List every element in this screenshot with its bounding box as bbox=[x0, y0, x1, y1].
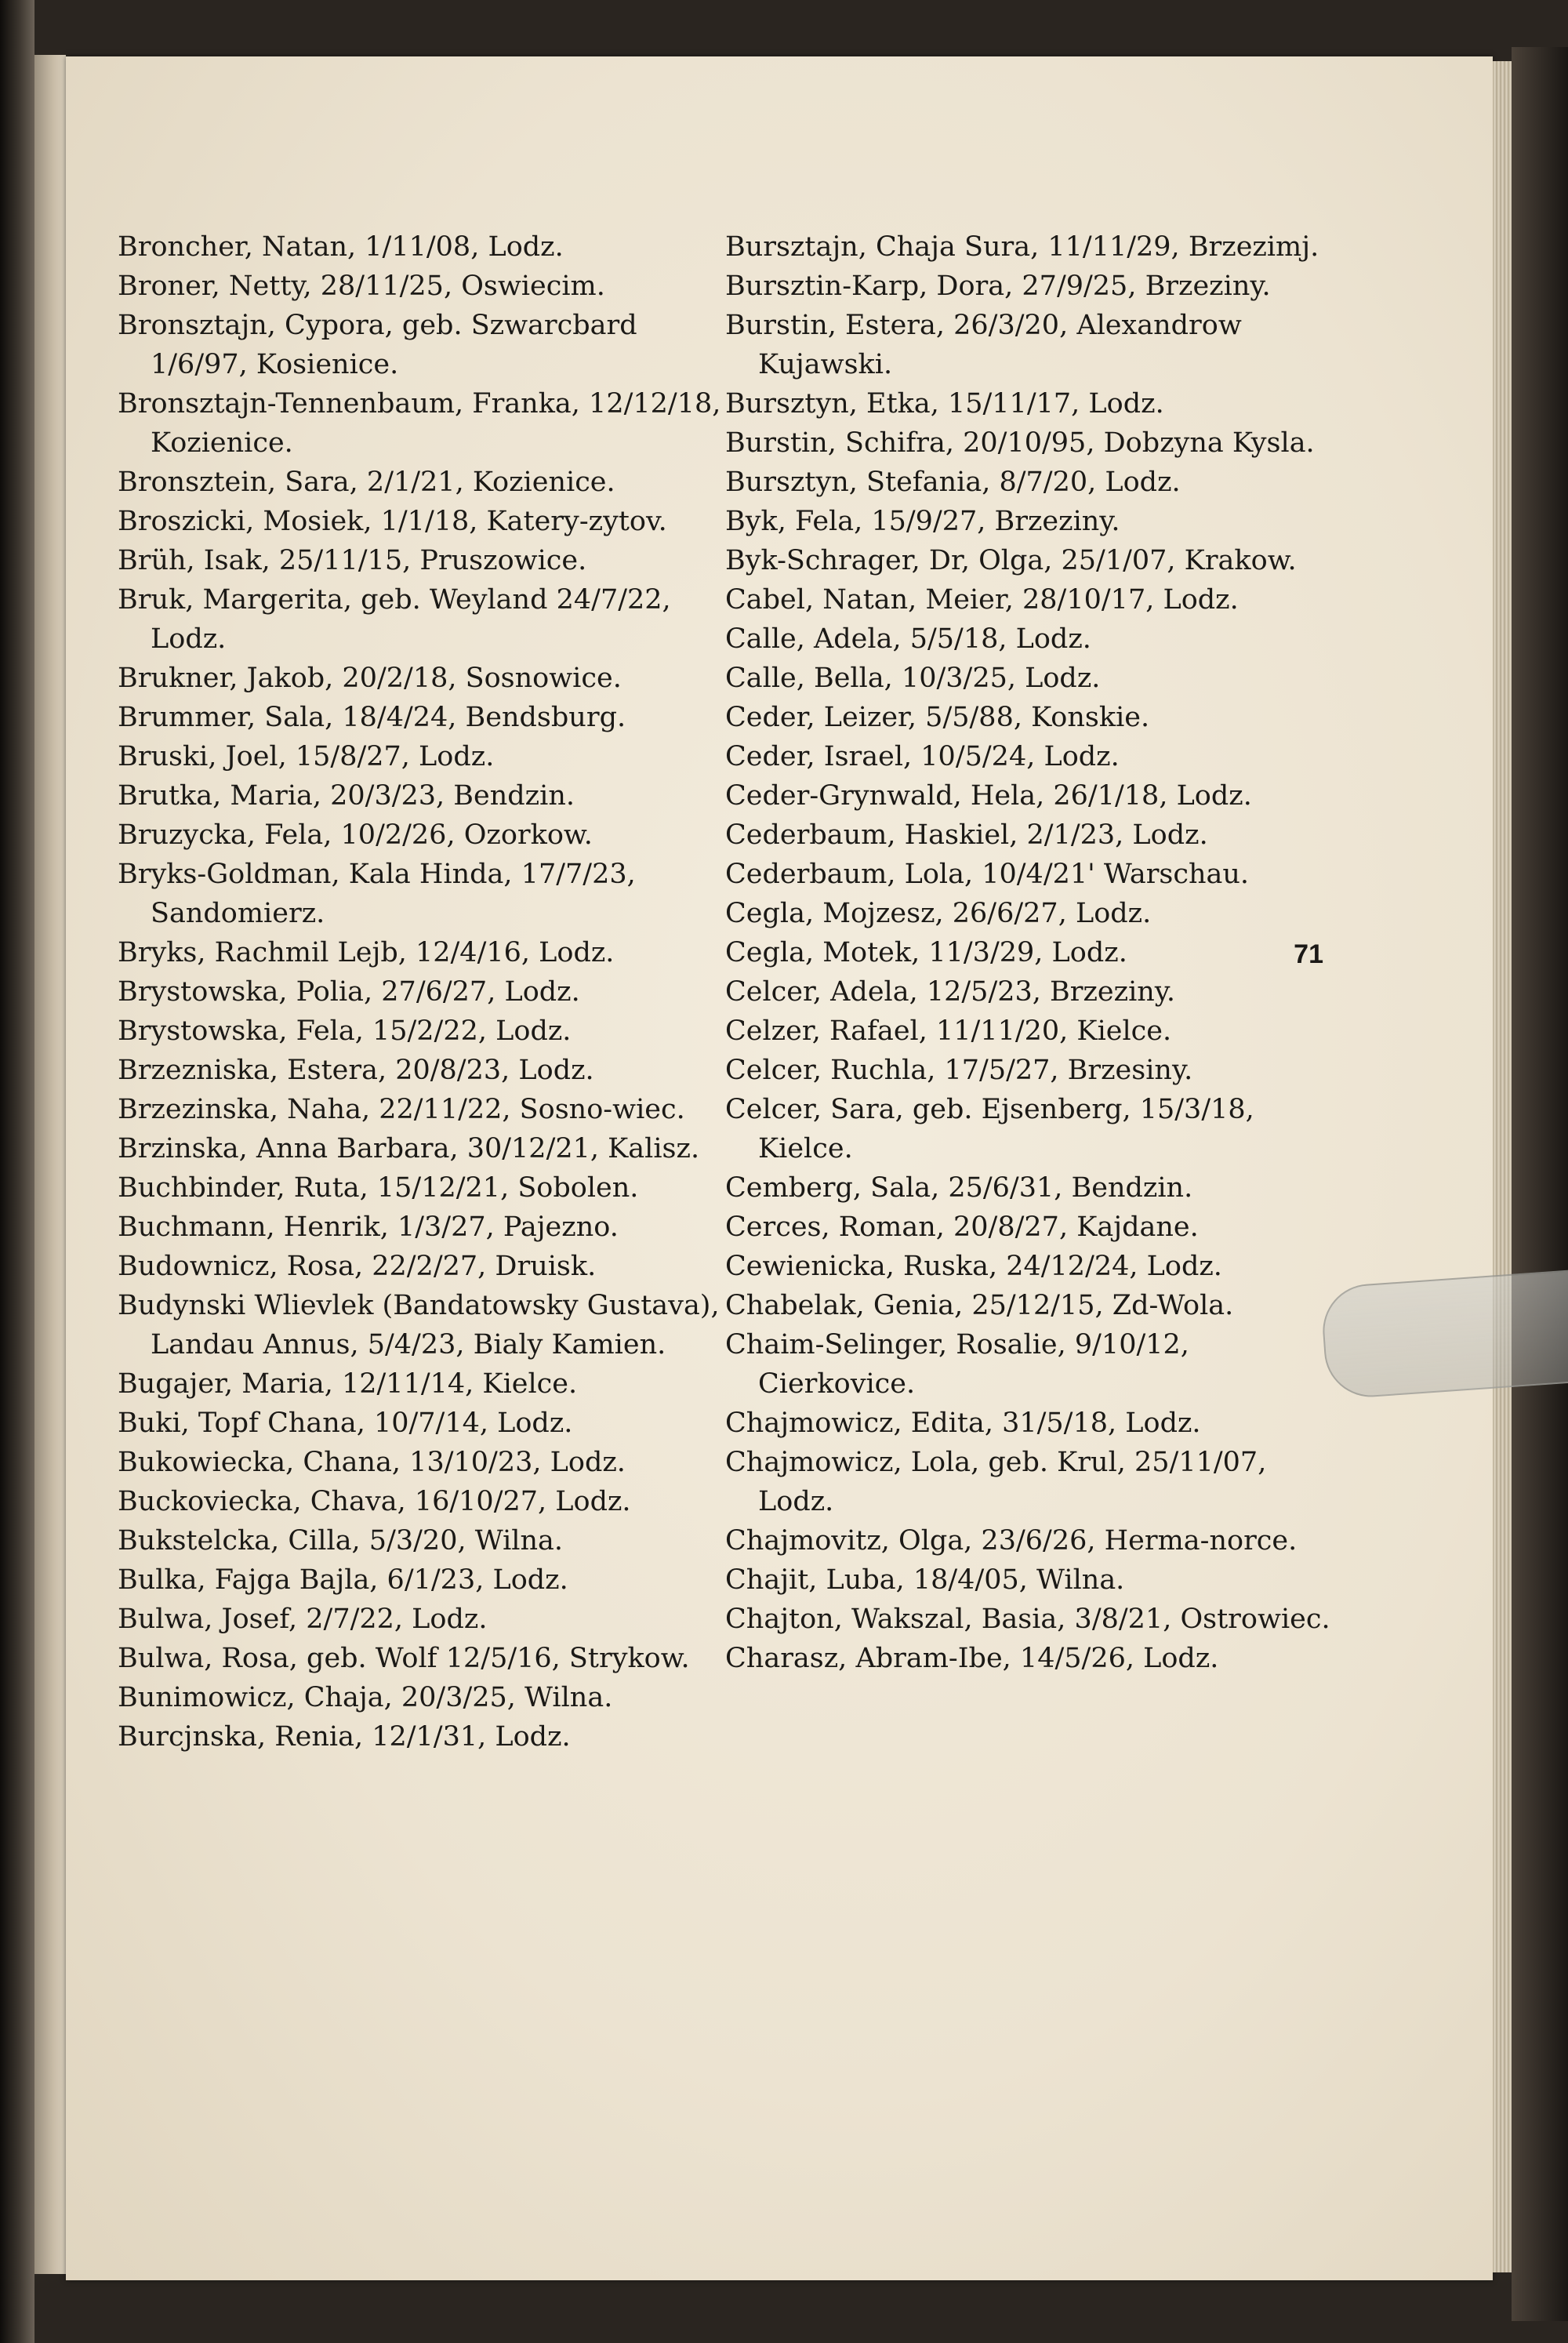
name-entry: Broner, Netty, 28/11/25, Oswiecim. bbox=[118, 271, 605, 302]
name-entry: Burcjnska, Renia, 12/1/31, Lodz. bbox=[118, 1721, 571, 1753]
name-entry: Bulwa, Rosa, geb. Wolf 12/5/16, Strykow. bbox=[118, 1643, 690, 1674]
name-entry: Bronsztajn, Cypora, geb. Szwarcbard 1/6/97, Kosienice. bbox=[118, 310, 637, 380]
book-spine bbox=[0, 0, 34, 2343]
name-entry: Bronsztein, Sara, 2/1/21, Kozienice. bbox=[118, 467, 615, 498]
name-entry: Cederbaum, Haskiel, 2/1/23, Lodz. bbox=[725, 819, 1208, 851]
name-entry: Ceder, Israel, 10/5/24, Lodz. bbox=[725, 741, 1120, 772]
book-cover-edge bbox=[1512, 47, 1568, 2321]
name-entry: Chajmovitz, Olga, 23/6/26, Herma-norce. bbox=[725, 1525, 1298, 1557]
name-entry: Burstin, Schifra, 20/10/95, Dobzyna Kysla. bbox=[725, 427, 1315, 459]
name-entry: Calle, Adela, 5/5/18, Lodz. bbox=[725, 623, 1091, 655]
name-entry: Celcer, Adela, 12/5/23, Brzeziny. bbox=[725, 976, 1176, 1008]
name-entry: Buki, Topf Chana, 10/7/14, Lodz. bbox=[118, 1408, 573, 1439]
name-entry: Charasz, Abram-Ibe, 14/5/26, Lodz. bbox=[725, 1643, 1219, 1674]
name-entry: Brutka, Maria, 20/3/23, Bendzin. bbox=[118, 780, 575, 812]
name-entry: Bruski, Joel, 15/8/27, Lodz. bbox=[118, 741, 495, 772]
name-entry: Celzer, Rafael, 11/11/20, Kielce. bbox=[725, 1015, 1172, 1047]
name-entry: Bursztin-Karp, Dora, 27/9/25, Brzeziny. bbox=[725, 271, 1271, 302]
name-entry: Buchmann, Henrik, 1/3/27, Pajezno. bbox=[118, 1211, 619, 1243]
name-entry: Chajmowicz, Edita, 31/5/18, Lodz. bbox=[725, 1408, 1201, 1439]
page-number: 71 bbox=[1294, 939, 1323, 969]
name-entry: Bukstelcka, Cilla, 5/3/20, Wilna. bbox=[118, 1525, 563, 1557]
name-entry: Chabelak, Genia, 25/12/15, Zd-Wola. bbox=[725, 1290, 1234, 1321]
name-entry: Brzezinska, Naha, 22/11/22, Sosno-wiec. bbox=[118, 1094, 685, 1125]
name-entry: Brukner, Jakob, 20/2/18, Sosnowice. bbox=[118, 663, 622, 694]
name-entry: Broszicki, Mosiek, 1/1/18, Katery-zytov. bbox=[118, 506, 667, 537]
name-entry: Celcer, Sara, geb. Ejsenberg, 15/3/18, Kielce. bbox=[725, 1094, 1254, 1164]
name-entry: Calle, Bella, 10/3/25, Lodz. bbox=[725, 663, 1101, 694]
name-entry: Ceder-Grynwald, Hela, 26/1/18, Lodz. bbox=[725, 780, 1252, 812]
name-entry: Cemberg, Sala, 25/6/31, Bendzin. bbox=[725, 1172, 1193, 1204]
name-entry: Bulka, Fajga Bajla, 6/1/23, Lodz. bbox=[118, 1564, 568, 1596]
name-entry: Brzezniska, Estera, 20/8/23, Lodz. bbox=[118, 1055, 594, 1086]
name-entry: Bursztajn, Chaja Sura, 11/11/29, Brzezimj. bbox=[725, 231, 1319, 263]
left-name-column bbox=[118, 227, 729, 1756]
name-entry: Chajit, Luba, 18/4/05, Wilna. bbox=[725, 1564, 1125, 1596]
plastic-bookmark-clip bbox=[1319, 1270, 1568, 1400]
name-entry: Buckoviecka, Chava, 16/10/27, Lodz. bbox=[118, 1486, 631, 1517]
name-entry: Budynski Wlievlek (Bandatowsky Gustava), Landau Annus, 5/4/23, Bialy Kamien. bbox=[118, 1290, 720, 1360]
name-entry: Bruzycka, Fela, 10/2/26, Ozorkow. bbox=[118, 819, 593, 851]
name-entry: Cederbaum, Lola, 10/4/21' Warschau. bbox=[725, 859, 1250, 890]
name-entry: Cabel, Natan, Meier, 28/10/17, Lodz. bbox=[725, 584, 1239, 616]
name-entry: Cegla, Mojzesz, 26/6/27, Lodz. bbox=[725, 898, 1152, 929]
name-entry: Brystowska, Fela, 15/2/22, Lodz. bbox=[118, 1015, 572, 1047]
name-entry: Broncher, Natan, 1/11/08, Lodz. bbox=[118, 231, 564, 263]
name-entry: Chajmowicz, Lola, geb. Krul, 25/11/07, Lodz. bbox=[725, 1447, 1267, 1517]
name-entry: Brzinska, Anna Barbara, 30/12/21, Kalisz. bbox=[118, 1133, 700, 1164]
name-entry: Bryks, Rachmil Lejb, 12/4/16, Lodz. bbox=[118, 937, 615, 968]
name-entry: Ceder, Leizer, 5/5/88, Konskie. bbox=[725, 702, 1150, 733]
left-page-edge bbox=[34, 55, 66, 2274]
name-entry: Brystowska, Polia, 27/6/27, Lodz. bbox=[118, 976, 580, 1008]
name-entry: Bugajer, Maria, 12/11/14, Kielce. bbox=[118, 1368, 578, 1400]
name-entry: Chaim-Selinger, Rosalie, 9/10/12, Cierkovice. bbox=[725, 1329, 1189, 1400]
name-entry: Buchbinder, Ruta, 15/12/21, Sobolen. bbox=[118, 1172, 639, 1204]
name-entry: Cewienicka, Ruska, 24/12/24, Lodz. bbox=[725, 1251, 1222, 1282]
name-entry: Byk, Fela, 15/9/27, Brzeziny. bbox=[725, 506, 1120, 537]
name-entry: Burstin, Estera, 26/3/20, Alexandrow Kujawski. bbox=[725, 310, 1242, 380]
name-entry: Chajton, Wakszal, Basia, 3/8/21, Ostrowiec. bbox=[725, 1604, 1330, 1635]
name-entry: Bruk, Margerita, geb. Weyland 24/7/22, Lodz. bbox=[118, 584, 671, 655]
name-entry: Bulwa, Josef, 2/7/22, Lodz. bbox=[118, 1604, 488, 1635]
name-entry: Byk-Schrager, Dr, Olga, 25/1/07, Krakow. bbox=[725, 545, 1297, 576]
name-entry: Bronsztajn-Tennenbaum, Franka, 12/12/18, Kozienice. bbox=[118, 388, 721, 459]
name-entry: Brummer, Sala, 18/4/24, Bendsburg. bbox=[118, 702, 626, 733]
name-entry: Cegla, Motek, 11/3/29, Lodz. bbox=[725, 937, 1127, 968]
page-stack-edges bbox=[1493, 61, 1512, 2272]
name-entry: Celcer, Ruchla, 17/5/27, Brzesiny. bbox=[725, 1055, 1193, 1086]
name-entry: Budownicz, Rosa, 22/2/27, Druisk. bbox=[118, 1251, 597, 1282]
name-entry: Bunimowicz, Chaja, 20/3/25, Wilna. bbox=[118, 1682, 613, 1713]
name-entry: Bukowiecka, Chana, 13/10/23, Lodz. bbox=[118, 1447, 626, 1478]
name-entry: Bryks-Goldman, Kala Hinda, 17/7/23, Sandomierz. bbox=[118, 859, 636, 929]
name-entry: Bursztyn, Stefania, 8/7/20, Lodz. bbox=[725, 467, 1181, 498]
name-entry: Brüh, Isak, 25/11/15, Pruszowice. bbox=[118, 545, 587, 576]
right-name-column bbox=[725, 227, 1345, 1678]
name-entry: Bursztyn, Etka, 15/11/17, Lodz. bbox=[725, 388, 1164, 420]
name-entry: Cerces, Roman, 20/8/27, Kajdane. bbox=[725, 1211, 1199, 1243]
